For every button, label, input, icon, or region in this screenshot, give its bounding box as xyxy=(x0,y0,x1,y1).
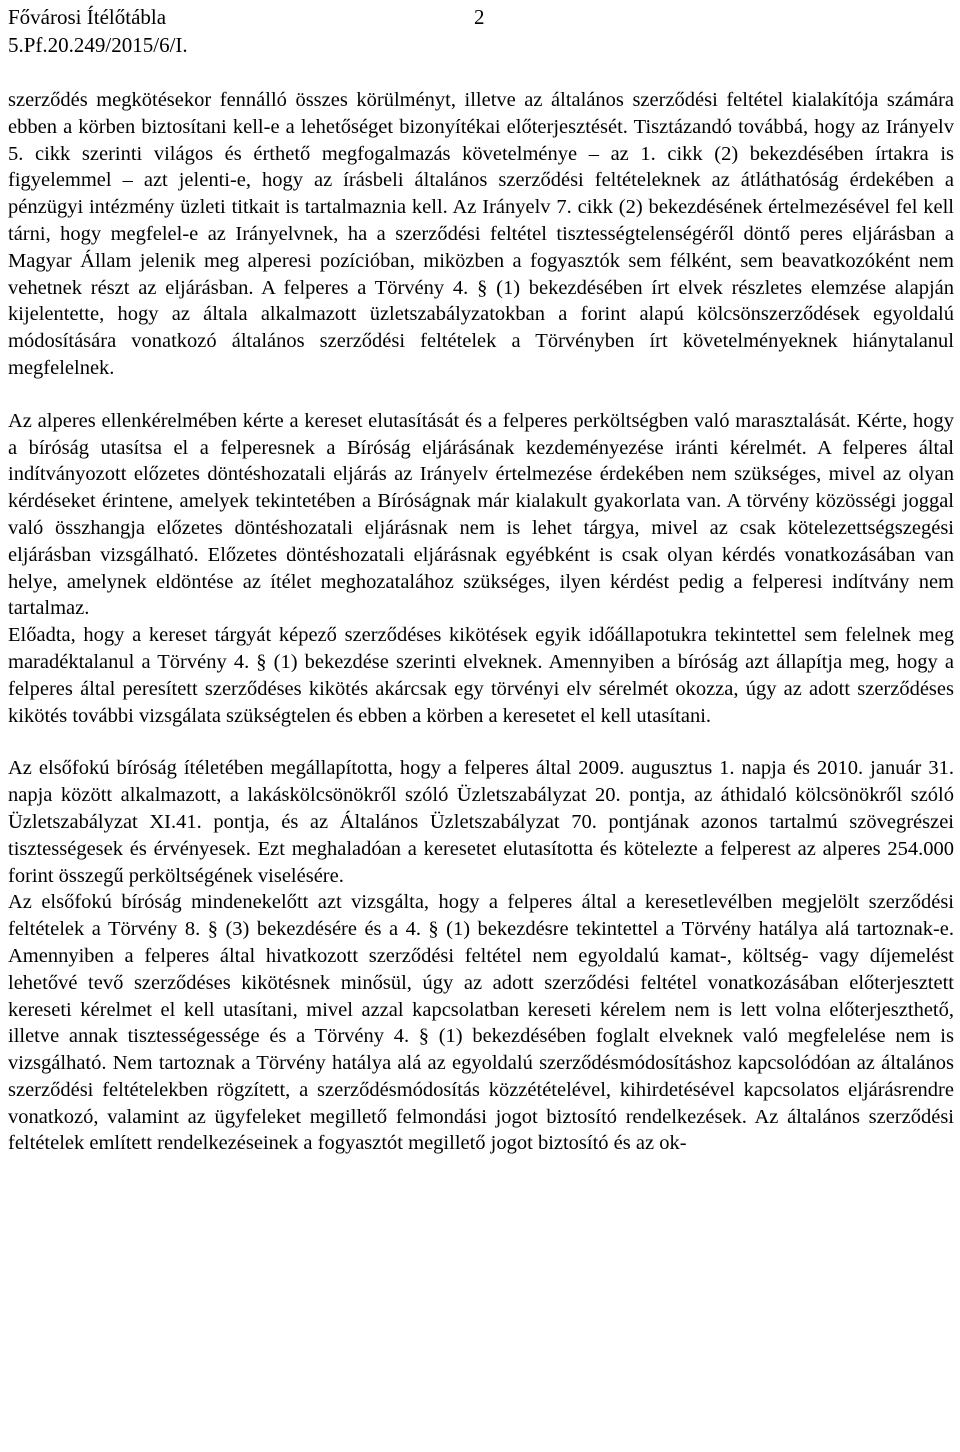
paragraph-4: Az elsőfokú bíróság ítéletében megállapította, hogy a felperes által 2009. augusztus 1. napja és 2010. január 31. napja között alkalmazott, a lakáskölcsönökről szóló Üzletszabályzat 20. pontja, az áthidaló kölcsönökről szóló Üzletszabályzat XI.41. pontja, és az Általános Üzletszabályzat 70. pontjának azonos tartalmú szövegrészei tisztességesek és érvényesek. Ezt meghaladóan a keresetet elutasította és kötelezte a felperest az alperes 254.000 forint összegű perköltségének viselésére. xyxy=(8,757,954,887)
page-number: 2 xyxy=(474,5,485,29)
document-body xyxy=(8,87,954,1157)
case-number: 5.Pf.20.249/2015/6/I. xyxy=(8,33,188,57)
paragraph-3: Előadta, hogy a kereset tárgyát képező szerződéses kikötések egyik időállapotukra tekintettel sem felelnek meg maradéktalanul a Törvény 4. § (1) bekezdése szerinti elveknek. Amennyiben a bíróság azt állapítja meg, hogy a felperes által peresített szerződéses kikötés akárcsak egy törvényi elv sérelmét okozza, úgy az adott szerződéses kikötés további vizsgálata szükségtelen és ebben a körben a keresetet el kell utasítani. xyxy=(8,624,954,727)
paragraph-1: szerződés megkötésekor fennálló összes körülményt, illetve az általános szerződési feltétel kialakítója számára ebben a körben biztosítani kell-e a lehetőséget bizonyítékai előterjesztését. Tisztázandó továbbá, hogy az Irányelv 5. cikk szerinti világos és érthető megfogalmazás követelménye – az 1. cikk (2) bekezdésében írtakra is figyelemmel – azt jelenti-e, hogy az írásbeli általános szerződési feltételeknek az átláthatóság érdekében a pénzügyi intézmény üzleti titkait is tartalmaznia kell. Az Irányelv 7. cikk (2) bekezdésének értelmezésével fel kell tárni, hogy megfelel-e az Irányelvnek, ha a szerződési feltétel tisztességtelenségéről döntő peres eljárásban a Magyar Állam jelenik meg alperesi pozícióban, miközben a fogyasztók sem félként, sem beavatkozóként nem vehetnek részt az eljárásban. A felperes a Törvény 4. § (1) bekezdésében írt elvek részletes elemzése alapján kijelentette, hogy az általa alkalmazott üzletszabályzatokban a forint alapú kölcsönszerződések egyoldalú módosítására vonatkozó általános szerződési feltételek a Törvényben írt követelményeknek hiánytalanul megfelelnek. xyxy=(8,89,954,379)
paragraph-2: Az alperes ellenkérelmében kérte a kereset elutasítását és a felperes perköltségben való marasztalását. Kérte, hogy a bíróság utasítsa el a felperesnek a Bíróság eljárásának kezdeményezése iránti kérelmét. A felperes által indítványozott előzetes döntéshozatali eljárás az Irányelv értelmezése érdekében nem szükséges, mivel az olyan kérdéseket érintene, amelyek tekintetében a Bíróságnak már kialakult gyakorlata van. A törvény közösségi joggal való összhangja előzetes döntéshozatali eljárásnak nem is lehet tárgya, mivel az csak kötelezettségszegési eljárásban vizsgálható. Előzetes döntéshozatali eljárásnak egyébként is csak olyan kérdés vonatkozásában van helye, amelynek eldöntése az ítélet meghozatalához szükséges, ilyen kérdést pedig a felperesi indítvány nem tartalmaz. xyxy=(8,409,954,620)
court-name: Fővárosi Ítélőtábla xyxy=(8,5,167,29)
paragraph-5: Az elsőfokú bíróság mindenekelőtt azt vizsgálta, hogy a felperes által a keresetlevélben megjelölt szerződési feltételek a Törvény 8. § (3) bekezdésére és a 4. § (1) bekezdésre tekintettel a Törvény hatálya alá tartoznak-e. Amennyiben a felperes által hivatkozott szerződési feltétel nem egyoldalú kamat-, költség- vagy díjemelést lehetővé tevő szerződéses kikötésnek minősül, úgy az adott szerződési feltétel vonatkozásában előterjesztett kereseti kérelmet el kell utasítani, mivel azzal kapcsolatban kereseti kérelem nem is lett volna előterjeszthető, illetve annak tisztességessége és a Törvény 4. § (1) bekezdésében foglalt elveknek való megfelelése nem is vizsgálható. Nem tartoznak a Törvény hatálya alá az egyoldalú szerződésmódosításhoz kapcsolódóan az általános szerződési feltételekben rögzített, a szerződésmódosítás közzétételével, kihirdetésével kapcsolatos eljárásrendre vonatkozó, valamint az ügyfeleket megillető felmondási jogot biztosító rendelkezések. Az általános szerződési feltételek említett rendelkezéseinek a fogyasztót megillető jogot biztosító és az ok- xyxy=(8,891,954,1155)
